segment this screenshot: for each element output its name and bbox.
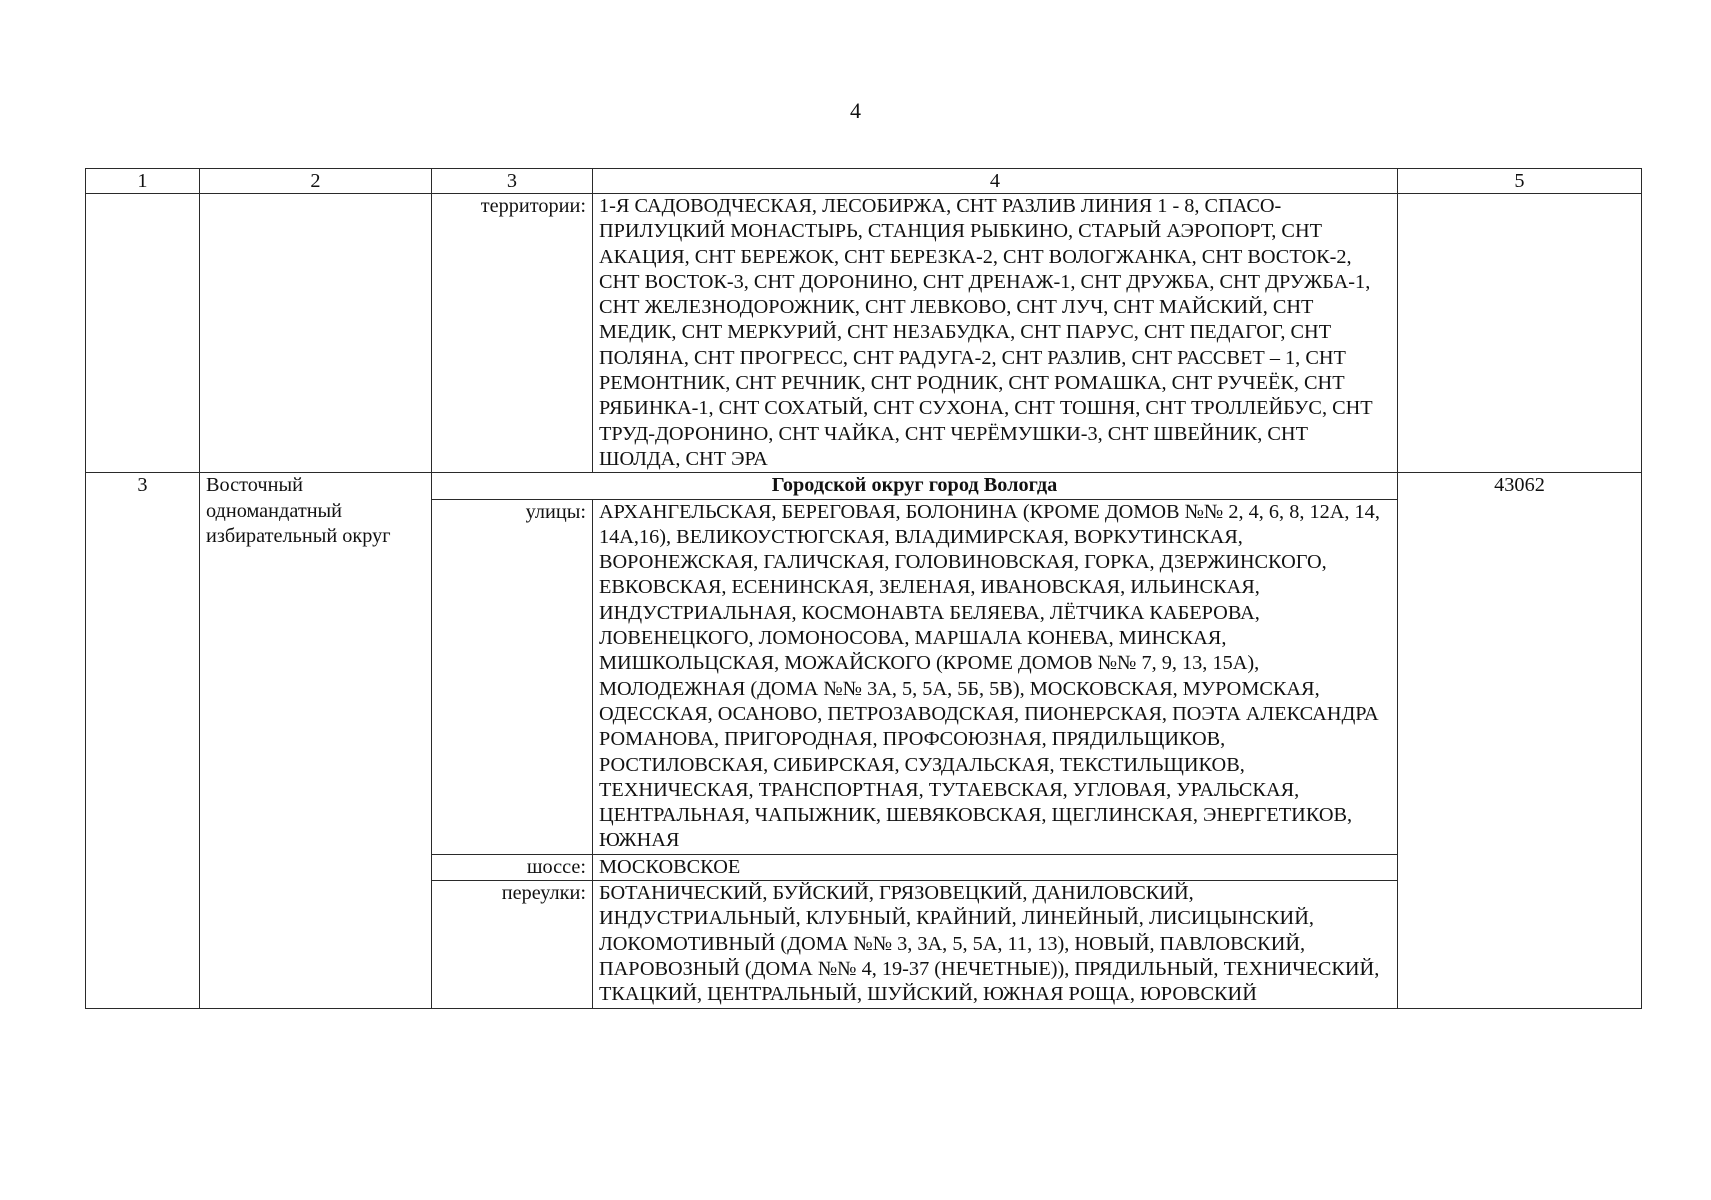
territories-label: территории: xyxy=(432,194,593,473)
continuation-number-cell xyxy=(86,194,200,473)
continuation-name-cell xyxy=(200,194,432,473)
column-header-2: 2 xyxy=(200,169,432,194)
streets-label: улицы: xyxy=(432,499,593,854)
continuation-row xyxy=(86,194,1642,473)
district-row xyxy=(86,473,1642,499)
highway-label: шоссе: xyxy=(432,854,593,880)
lanes-label: переулки: xyxy=(432,881,593,1008)
column-header-5: 5 xyxy=(1398,169,1642,194)
area-title: Городской округ город Вологда xyxy=(432,473,1398,499)
voters-count: 43062 xyxy=(1398,473,1642,1008)
district-number: 3 xyxy=(86,473,200,1008)
continuation-voters-cell xyxy=(1398,194,1642,473)
page-number: 4 xyxy=(850,98,861,123)
district-table xyxy=(85,168,1642,1009)
table-header-row xyxy=(86,169,1642,194)
highway-list: МОСКОВСКОЕ xyxy=(593,854,1398,880)
lanes-list: БОТАНИЧЕСКИЙ, БУЙСКИЙ, ГРЯЗОВЕЦКИЙ, ДАНИЛОВСКИЙ, ИНДУСТРИАЛЬНЫЙ, КЛУБНЫЙ, КРАЙНИЙ, ЛИНЕЙНЫЙ, ЛИСИЦЫНСКИЙ, ЛОКОМОТИВНЫЙ (ДОМА №№ 3, 3А, 5, 5А, 11, 13), НОВЫЙ, ПАВЛОВСКИЙ, ПАРОВОЗНЫЙ (ДОМА №№ 4, 19-37 (НЕЧЕТНЫЕ)), ПРЯДИЛЬНЫЙ, ТЕХНИЧЕСКИЙ, ТКАЦКИЙ, ЦЕНТРАЛЬНЫЙ, ШУЙСКИЙ, ЮЖНАЯ РОЩА, ЮРОВСКИЙ xyxy=(593,881,1398,1008)
column-header-3: 3 xyxy=(432,169,593,194)
streets-list: АРХАНГЕЛЬСКАЯ, БЕРЕГОВАЯ, БОЛОНИНА (КРОМЕ ДОМОВ №№ 2, 4, 6, 8, 12А, 14, 14А,16), ВЕЛИКОУСТЮГСКАЯ, ВЛАДИМИРСКАЯ, ВОРКУТИНСКАЯ, ВОРОНЕЖСКАЯ, ГАЛИЧСКАЯ, ГОЛОВИНОВСКАЯ, ГОРКА, ДЗЕРЖИНСКОГО, ЕВКОВСКАЯ, ЕСЕНИНСКАЯ, ЗЕЛЕНАЯ, ИВАНОВСКАЯ, ИЛЬИНСКАЯ, ИНДУСТРИАЛЬНАЯ, КОСМОНАВТА БЕЛЯЕВА, ЛЁТЧИКА КАБЕРОВА, ЛОВЕНЕЦКОГО, ЛОМОНОСОВА, МАРШАЛА КОНЕВА, МИНСКАЯ, МИШКОЛЬЦСКАЯ, МОЖАЙСКОГО (КРОМЕ ДОМОВ №№ 7, 9, 13, 15А), МОЛОДЕЖНАЯ (ДОМА №№ 3А, 5, 5А, 5Б, 5В), МОСКОВСКАЯ, МУРОМСКАЯ, ОДЕССКАЯ, ОСАНОВО, ПЕТРОЗАВОДСКАЯ, ПИОНЕРСКАЯ, ПОЭТА АЛЕКСАНДРА РОМАНОВА, ПРИГОРОДНАЯ, ПРОФСОЮЗНАЯ, ПРЯДИЛЬЩИКОВ, РОСТИЛОВСКАЯ, СИБИРСКАЯ, СУЗДАЛЬСКАЯ, ТЕКСТИЛЬЩИКОВ, ТЕХНИЧЕСКАЯ, ТРАНСПОРТНАЯ, ТУТАЕВСКАЯ, УГЛОВАЯ, УРАЛЬСКАЯ, ЦЕНТРАЛЬНАЯ, ЧАПЫЖНИК, ШЕВЯКОВСКАЯ, ЩЕГЛИНСКАЯ, ЭНЕРГЕТИКОВ, ЮЖНАЯ xyxy=(593,499,1398,854)
district-name: Восточный одномандатный избирательный округ xyxy=(200,473,432,1008)
territories-list: 1-Я САДОВОДЧЕСКАЯ, ЛЕСОБИРЖА, СНТ РАЗЛИВ ЛИНИЯ 1 - 8, СПАСО-ПРИЛУЦКИЙ МОНАСТЫРЬ, СТАНЦИЯ РЫБКИНО, СТАРЫЙ АЭРОПОРТ, СНТ АКАЦИЯ, СНТ БЕРЕЖОК, СНТ БЕРЕЗКА-2, СНТ ВОЛОГЖАНКА, СНТ ВОСТОК-2, СНТ ВОСТОК-3, СНТ ДОРОНИНО, СНТ ДРЕНАЖ-1, СНТ ДРУЖБА, СНТ ДРУЖБА-1, СНТ ЖЕЛЕЗНОДОРОЖНИК, СНТ ЛЕВКОВО, СНТ ЛУЧ, СНТ МАЙСКИЙ, СНТ МЕДИК, СНТ МЕРКУРИЙ, СНТ НЕЗАБУДКА, СНТ ПАРУС, СНТ ПЕДАГОГ, СНТ ПОЛЯНА, СНТ ПРОГРЕСС, СНТ РАДУГА-2, СНТ РАЗЛИВ, СНТ РАССВЕТ – 1, СНТ РЕМОНТНИК, СНТ РЕЧНИК, СНТ РОДНИК, СНТ РОМАШКА, СНТ РУЧЕЁК, СНТ РЯБИНКА-1, СНТ СОХАТЫЙ, СНТ СУХОНА, СНТ ТОШНЯ, СНТ ТРОЛЛЕЙБУС, СНТ ТРУД-ДОРОНИНО, СНТ ЧАЙКА, СНТ ЧЕРЁМУШКИ-3, СНТ ШВЕЙНИК, СНТ ШОЛДА, СНТ ЭРА xyxy=(593,194,1398,473)
column-header-1: 1 xyxy=(86,169,200,194)
column-header-4: 4 xyxy=(593,169,1398,194)
